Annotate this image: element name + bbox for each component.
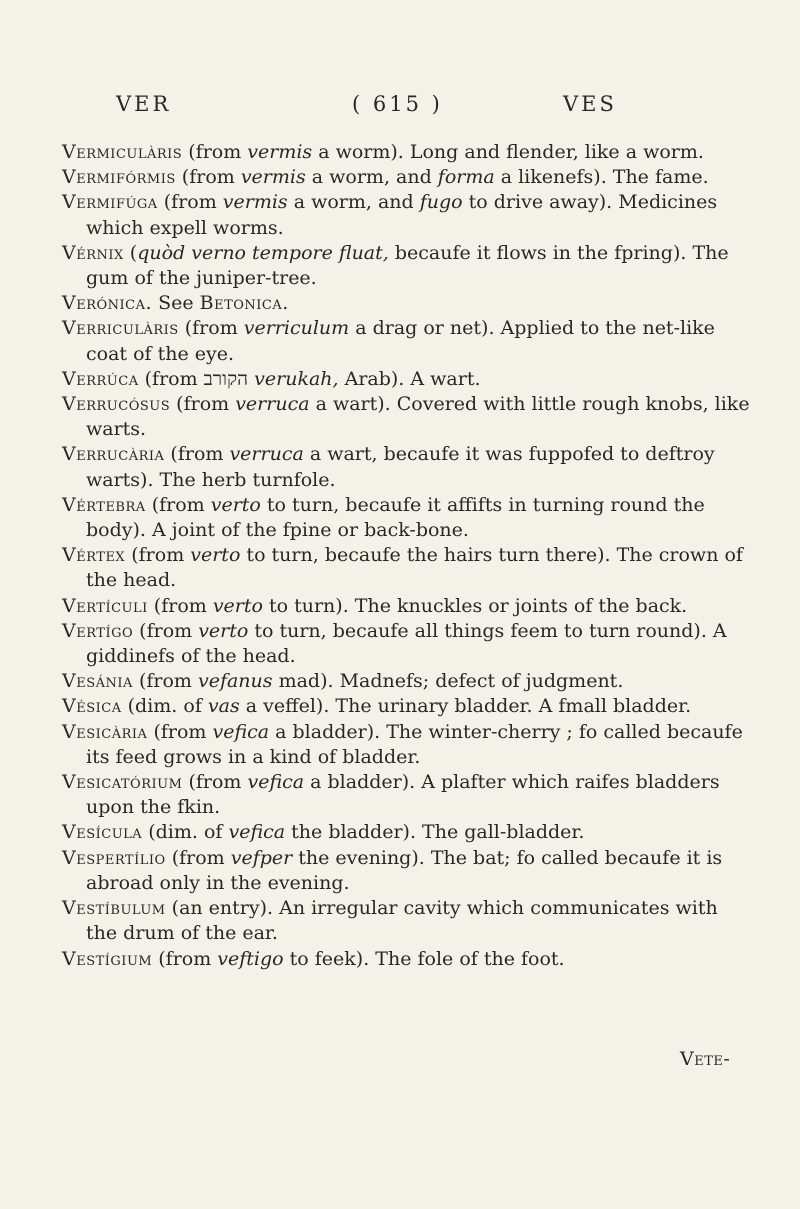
glossary-entry: Vesícula (dim. of vefica the bladder). The gall-bladder.	[62, 821, 585, 844]
glossary-entry: Vértebra (from verto to turn, becaufe it affifts in turning round the body). A joint of the fpine or back-bone.	[62, 493, 705, 542]
glossary-entry: Vertículi (from verto to turn). The knuckles or joints of the back.	[62, 594, 688, 617]
glossary-entry: Vermifúga (from vermis a worm, and fugo to drive away). Medicines which expell worms.	[62, 191, 718, 239]
glossary-entry: Vértex (from verto to turn, becaufe the hairs turn there). The crown of the head.	[62, 544, 743, 592]
glossary-entry: Vestígium (from veftigo to feek). The fole of the foot.	[62, 947, 565, 970]
glossary-entries	[62, 140, 752, 972]
glossary-entry: Verriculàris (from verriculum a drag or net). Applied to the net-like coat of the eye.	[62, 317, 715, 365]
hebrew-text: הקורב	[203, 367, 249, 390]
glossary-entry: Vesánia (from vefanus mad). Madnefs; defect of judgment.	[62, 670, 624, 693]
glossary-entry: Verrucària (from verruca a wart, becaufe it was fuppofed to deftroy warts). The herb turnfole.	[62, 443, 715, 491]
glossary-entry: Verónica. See Betonica.	[62, 292, 289, 315]
catchword: Vete-	[680, 1048, 731, 1070]
glossary-entry: Vespertílio (from vefper the evening). The bat; fo called becaufe it is abroad only in the evening.	[62, 846, 723, 894]
page-number: ( 615 )	[352, 92, 443, 116]
glossary-entry: Vermifórmis (from vermis a worm, and forma a likenefs). The fame.	[62, 166, 709, 189]
header-left: VER	[116, 92, 172, 116]
glossary-entry: Vesicària (from vefica a bladder). The winter-cherry ; fo called becaufe its feed grows in a kind of bladder.	[62, 720, 743, 768]
glossary-entry: Vermiculàris (from vermis a worm). Long and flender, like a worm.	[62, 141, 704, 163]
glossary-entry: Vésica (dim. of vas a veffel). The urinary bladder. A fmall bladder.	[62, 695, 692, 718]
glossary-entry: Vérnix (quòd verno tempore fluat, becaufe it flows in the fpring). The gum of the juniper-tree.	[62, 241, 729, 290]
glossary-entry: Vesicatórium (from vefica a bladder). A plafter which raifes bladders upon the fkin.	[62, 771, 720, 819]
header-right: VES	[563, 92, 617, 116]
running-header	[0, 92, 800, 122]
glossary-entry: Verrúca (from הקורב verukah, Arab). A wart.	[62, 367, 481, 390]
glossary-entry: Vestíbulum (an entry). An irregular cavity which communicates with the drum of the ear.	[62, 897, 718, 945]
glossary-entry: Verrucósus (from verruca a wart). Covered with little rough knobs, like warts.	[62, 393, 750, 441]
glossary-entry: Vertígo (from verto to turn, becaufe all things feem to turn round). A giddinefs of the head.	[62, 619, 727, 668]
